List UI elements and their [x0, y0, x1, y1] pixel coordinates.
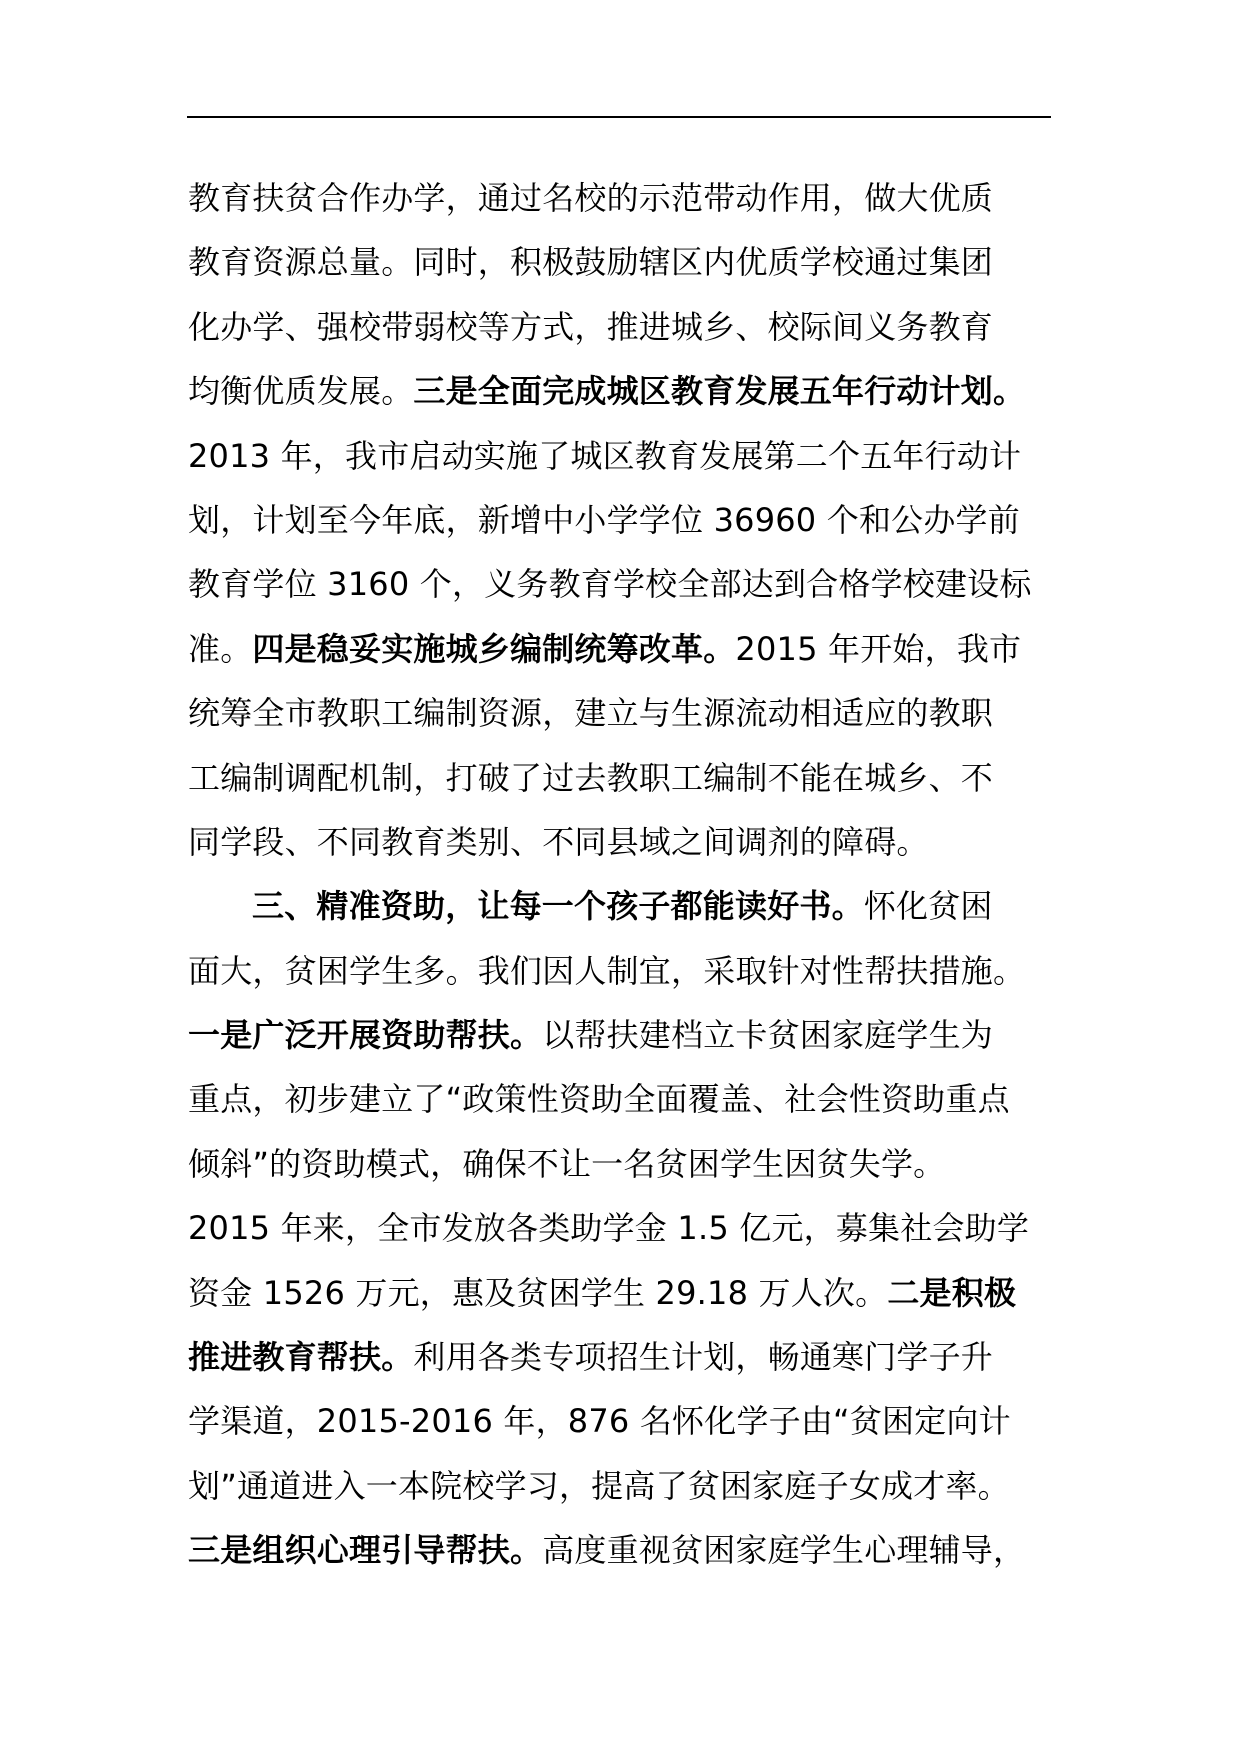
text-segment: 同学段、不同教育类别、不同县域之间调剂的障碍。	[188, 822, 929, 861]
text-line	[188, 746, 1056, 810]
text-line	[188, 874, 1056, 938]
text-segment: 工编制调配机制，打破了过去教职工编制不能在城乡、不	[188, 758, 994, 797]
bold-text-segment: 三、精准资助，让每一个孩子都能读好书。	[252, 887, 864, 926]
text-line	[188, 1518, 1056, 1582]
text-line	[188, 617, 1056, 681]
bold-text-segment: 推进教育帮扶。	[188, 1338, 414, 1377]
bold-text-segment: 二是积极	[887, 1273, 1017, 1312]
text-segment: 倾斜”的资助模式，确保不让一名贫困学生因贫失学。	[188, 1144, 946, 1183]
text-segment: 高度重视贫困家庭学生心理辅导，	[542, 1531, 1026, 1570]
text-segment: 重点，初步建立了“政策性资助全面覆盖、社会性资助重点	[188, 1080, 1010, 1119]
text-segment: 教育资源总量。同时，积极鼓励辖区内优质学校通过集团	[188, 243, 994, 282]
text-segment: 2015 年开始，我市	[735, 629, 1022, 668]
text-line	[188, 488, 1056, 552]
text-line	[188, 1454, 1056, 1518]
text-line	[188, 166, 1056, 230]
text-segment: 教育扶贫合作办学，通过名校的示范带动作用，做大优质	[188, 179, 994, 217]
bold-text-segment: 三是组织心理引导帮扶。	[188, 1531, 543, 1570]
text-segment: 以帮扶建档立卡贫困家庭学生为	[542, 1016, 994, 1055]
text-segment: 怀化贫困	[863, 887, 993, 926]
text-segment: 划”通道进入一本院校学习，提高了贫困家庭子女成才率。	[188, 1466, 1010, 1505]
text-line	[188, 295, 1056, 359]
text-segment: 划，计划至今年底，新增中小学学位 36960 个和公办学前	[188, 500, 1020, 539]
text-line	[188, 1067, 1056, 1131]
text-segment: 化办学、强校带弱校等方式，推进城乡、校际间义务教育	[188, 307, 994, 346]
text-segment: 均衡优质发展。	[188, 372, 414, 411]
text-segment: 准。	[188, 629, 253, 668]
text-line	[188, 1389, 1056, 1453]
text-segment: 2015 年来，全市发放各类助学金 1.5 亿元，募集社会助学	[188, 1209, 1030, 1248]
bold-text-segment: 四是稳妥实施城乡编制统筹改革。	[252, 629, 736, 668]
text-line	[188, 681, 1056, 745]
text-segment: 利用各类专项招生计划，畅通寒门学子升	[413, 1338, 994, 1377]
text-segment: 2013 年，我市启动实施了城区教育发展第二个五年行动计	[188, 436, 1022, 475]
text-line	[188, 1261, 1056, 1325]
bold-text-segment: 三是全面完成城区教育发展五年行动计划。	[413, 372, 1026, 411]
text-line	[188, 810, 1056, 874]
text-segment: 教育学位 3160 个，义务教育学校全部达到合格学校建设标	[188, 565, 1032, 604]
text-line	[188, 359, 1056, 423]
bold-text-segment: 一是广泛开展资助帮扶。	[188, 1016, 543, 1055]
header-rule	[187, 116, 1051, 118]
text-segment: 资金 1526 万元，惠及贫困学生 29.18 万人次。	[188, 1273, 888, 1312]
text-line	[188, 552, 1056, 616]
text-line	[188, 424, 1056, 488]
text-segment: 统筹全市教职工编制资源，建立与生源流动相适应的教职	[188, 694, 994, 733]
text-line	[188, 1132, 1056, 1196]
text-segment: 学渠道，2015-2016 年，876 名怀化学子由“贫困定向计	[188, 1402, 1011, 1441]
text-line	[188, 939, 1056, 1003]
text-line	[188, 1325, 1056, 1389]
text-line	[188, 230, 1056, 294]
text-line	[188, 1196, 1056, 1260]
body-text	[188, 166, 1056, 1583]
text-segment: 面大，贫困学生多。我们因人制宜，采取针对性帮扶措施。	[188, 951, 1026, 990]
text-line	[188, 1003, 1056, 1067]
